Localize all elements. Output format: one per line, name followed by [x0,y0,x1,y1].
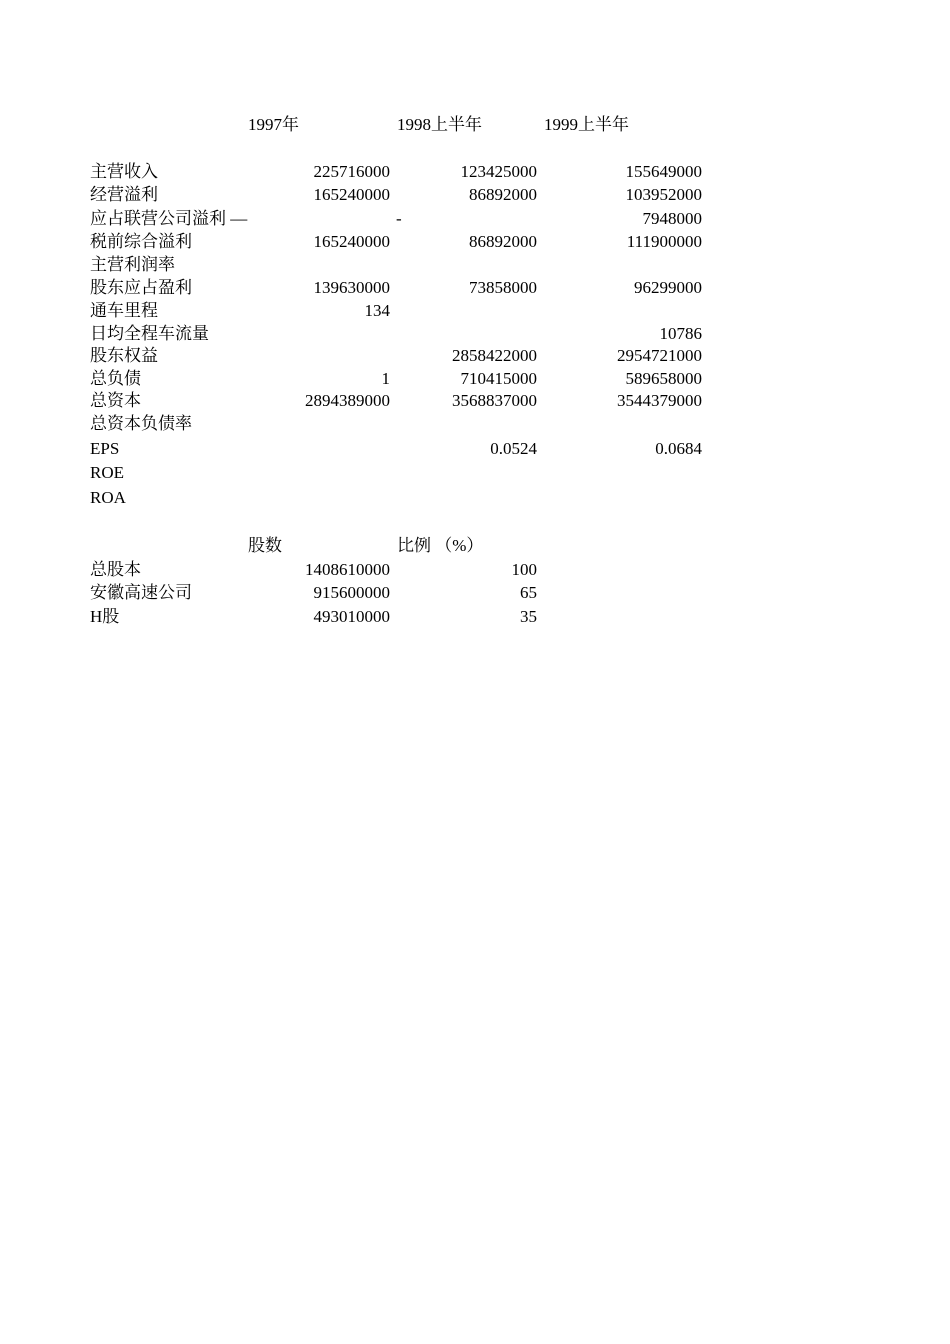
table-row [0,207,950,230]
value-1998h1: 123425000 [460,162,537,181]
row-label: 总资本 [90,391,141,410]
value-1997: 1 [381,369,390,388]
header-share-ratio: 比例 （%） [397,536,484,555]
table-row [0,461,950,484]
table-row [0,322,950,345]
table-row [0,276,950,299]
row-label: 经营溢利 [90,185,158,204]
table-row [0,437,950,460]
header-1998h1: 1998上半年 [397,115,482,134]
table-row [0,558,950,581]
share-ratio: 35 [520,607,537,626]
header-1999h1: 1999上半年 [544,115,629,134]
table-row [0,486,950,509]
table-row [0,253,950,276]
value-1998h1: 2858422000 [452,346,537,365]
row-label: ROE [90,463,124,482]
value-1999h1: 10786 [659,324,702,343]
value-1999h1: 155649000 [625,162,702,181]
share-count: 493010000 [313,607,390,626]
value-1998h1: 86892000 [469,232,537,251]
value-1998h1: 0.0524 [490,439,537,458]
table-row [0,183,950,206]
value-1999h1: 0.0684 [655,439,702,458]
share-count: 915600000 [313,583,390,602]
table-row [0,230,950,253]
header-1997: 1997年 [248,115,299,134]
row-label: 通车里程 [90,301,158,320]
value-1999h1: 589658000 [625,369,702,388]
value-1998h1: - [396,209,402,228]
value-1997: 165240000 [313,185,390,204]
row-label: H股 [90,607,120,626]
table-row [0,299,950,322]
row-label: 主营利润率 [90,255,175,274]
row-label: 税前综合溢利 [90,232,192,251]
share-count: 1408610000 [305,560,390,579]
value-1999h1: 2954721000 [617,346,702,365]
value-1998h1: 73858000 [469,278,537,297]
shares-header-row [0,534,950,557]
value-1999h1: 7948000 [642,209,702,228]
value-1999h1: 3544379000 [617,391,702,410]
row-label: 股东应占盈利 [90,278,192,297]
value-1998h1: 86892000 [469,185,537,204]
value-1997: 225716000 [313,162,390,181]
row-label: 安徽高速公司 [90,583,192,602]
value-1998h1: 710415000 [460,369,537,388]
row-label: 总资本负债率 [90,414,192,433]
value-1997: 2894389000 [305,391,390,410]
table-row [0,581,950,604]
share-ratio: 65 [520,583,537,602]
value-1997: 134 [364,301,390,320]
header-row [0,113,950,136]
row-label: 总负债 [90,369,141,388]
share-ratio: 100 [511,560,537,579]
value-1998h1: 3568837000 [452,391,537,410]
table-row [0,412,950,435]
table-row [0,605,950,628]
row-label: 股东权益 [90,346,158,365]
row-label: 总股本 [90,560,141,579]
value-1997: 139630000 [313,278,390,297]
value-1997: 165240000 [313,232,390,251]
table-row [0,389,950,412]
table-row [0,344,950,367]
value-1999h1: 111900000 [626,232,702,251]
value-1999h1: 103952000 [625,185,702,204]
row-label: 主营收入 [90,162,158,181]
row-label: EPS [90,439,120,458]
table-row [0,367,950,390]
table-row [0,160,950,183]
row-label: 应占联营公司溢利 — [90,209,248,228]
row-label: ROA [90,488,126,507]
value-1999h1: 96299000 [634,278,702,297]
row-label: 日均全程车流量 [90,324,209,343]
header-share-count: 股数 [248,536,282,555]
